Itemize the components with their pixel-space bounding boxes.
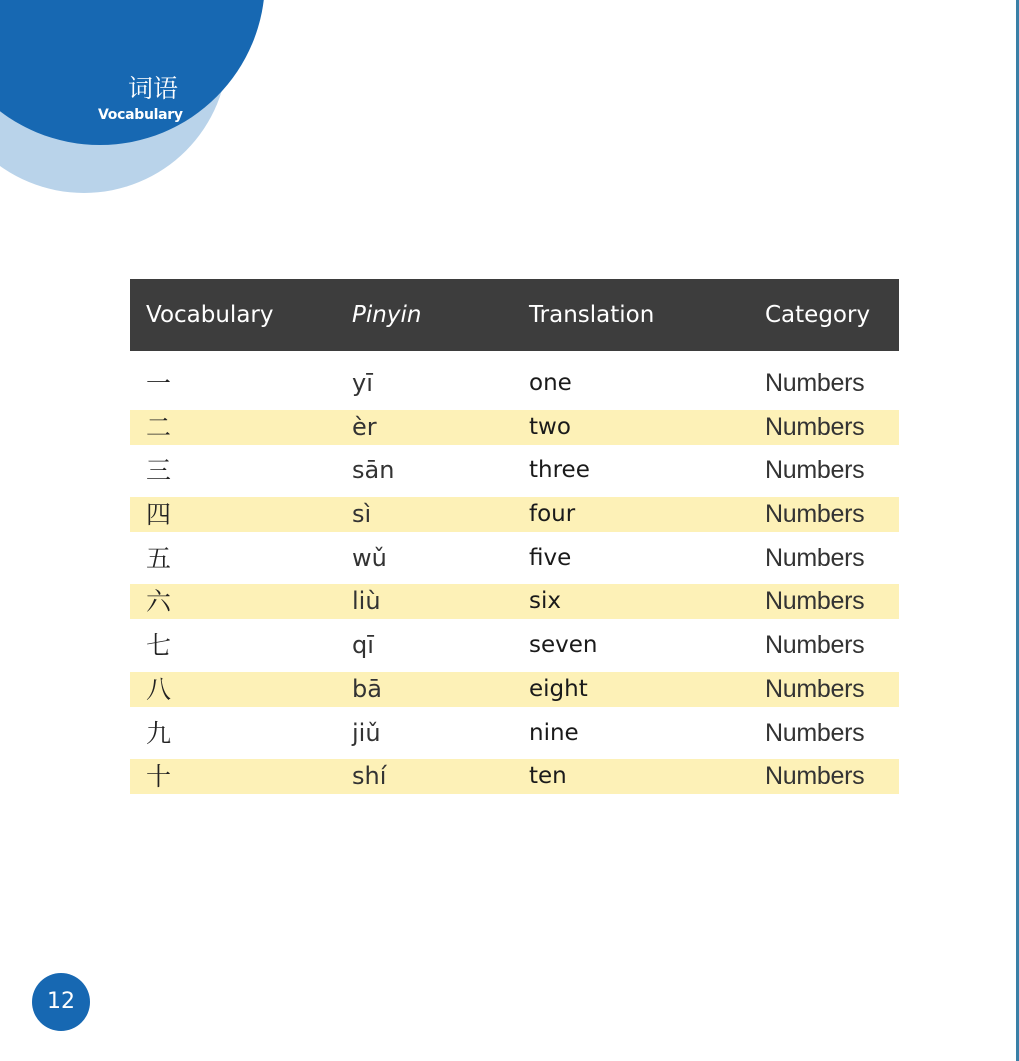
- cell-hanzi: 八: [146, 674, 172, 704]
- header-vocabulary: Vocabulary: [146, 302, 274, 328]
- table-row: [130, 366, 899, 401]
- page-number: 12: [32, 973, 90, 1031]
- cell-translation: one: [529, 370, 572, 396]
- table-body: [130, 351, 899, 794]
- table-row: [130, 628, 899, 663]
- cell-translation: four: [529, 501, 576, 528]
- cell-translation: two: [529, 413, 571, 440]
- cell-pinyin: shí: [352, 762, 387, 791]
- cell-hanzi: 五: [146, 543, 172, 573]
- table-row: [130, 672, 899, 707]
- cell-hanzi: 三: [146, 456, 172, 486]
- table-row: [130, 410, 899, 445]
- cell-pinyin: bā: [352, 674, 382, 703]
- cell-translation: nine: [529, 719, 579, 746]
- cell-pinyin: sān: [352, 456, 395, 485]
- cell-pinyin: liù: [352, 587, 381, 616]
- cell-pinyin: jiǔ: [352, 718, 381, 747]
- cell-category: Numbers: [765, 718, 865, 747]
- cell-pinyin: sì: [352, 500, 372, 529]
- cell-pinyin: wǔ: [352, 543, 387, 572]
- cell-hanzi: 十: [146, 762, 172, 792]
- header-translation: Translation: [529, 302, 655, 328]
- cell-translation: eight: [529, 675, 588, 702]
- cell-category: Numbers: [765, 674, 865, 703]
- cell-translation: five: [529, 544, 572, 571]
- section-title-chinese: 词语: [128, 74, 179, 103]
- cell-pinyin: qī: [352, 631, 374, 660]
- cell-category: Numbers: [765, 587, 865, 616]
- table-row: [130, 497, 899, 532]
- cell-category: Numbers: [765, 543, 865, 572]
- table-row: [130, 453, 899, 488]
- table-row: [130, 716, 899, 751]
- cell-category: Numbers: [765, 762, 865, 791]
- cell-category: Numbers: [765, 500, 865, 529]
- cell-hanzi: 七: [146, 631, 172, 661]
- cell-hanzi: 二: [146, 412, 172, 442]
- cell-category: Numbers: [765, 369, 865, 397]
- cell-category: Numbers: [765, 631, 865, 660]
- table-header: [130, 279, 899, 351]
- section-badge: [0, 0, 270, 200]
- cell-category: Numbers: [765, 412, 865, 441]
- cell-translation: ten: [529, 763, 567, 790]
- section-title-english: Vocabulary: [98, 107, 183, 123]
- table-row: [130, 584, 899, 619]
- cell-hanzi: 六: [146, 587, 172, 617]
- cell-hanzi: 一: [146, 369, 172, 398]
- header-category: Category: [765, 302, 871, 328]
- cell-hanzi: 九: [146, 718, 172, 748]
- cell-translation: three: [529, 457, 590, 484]
- table-row: [130, 759, 899, 794]
- vocabulary-table: [130, 279, 899, 803]
- table-row: [130, 541, 899, 576]
- cell-translation: six: [529, 588, 561, 615]
- cell-category: Numbers: [765, 456, 865, 485]
- cell-translation: seven: [529, 632, 598, 659]
- cell-hanzi: 四: [146, 500, 172, 530]
- cell-pinyin: èr: [352, 412, 377, 441]
- header-pinyin: Pinyin: [352, 302, 422, 328]
- cell-pinyin: yī: [352, 369, 373, 397]
